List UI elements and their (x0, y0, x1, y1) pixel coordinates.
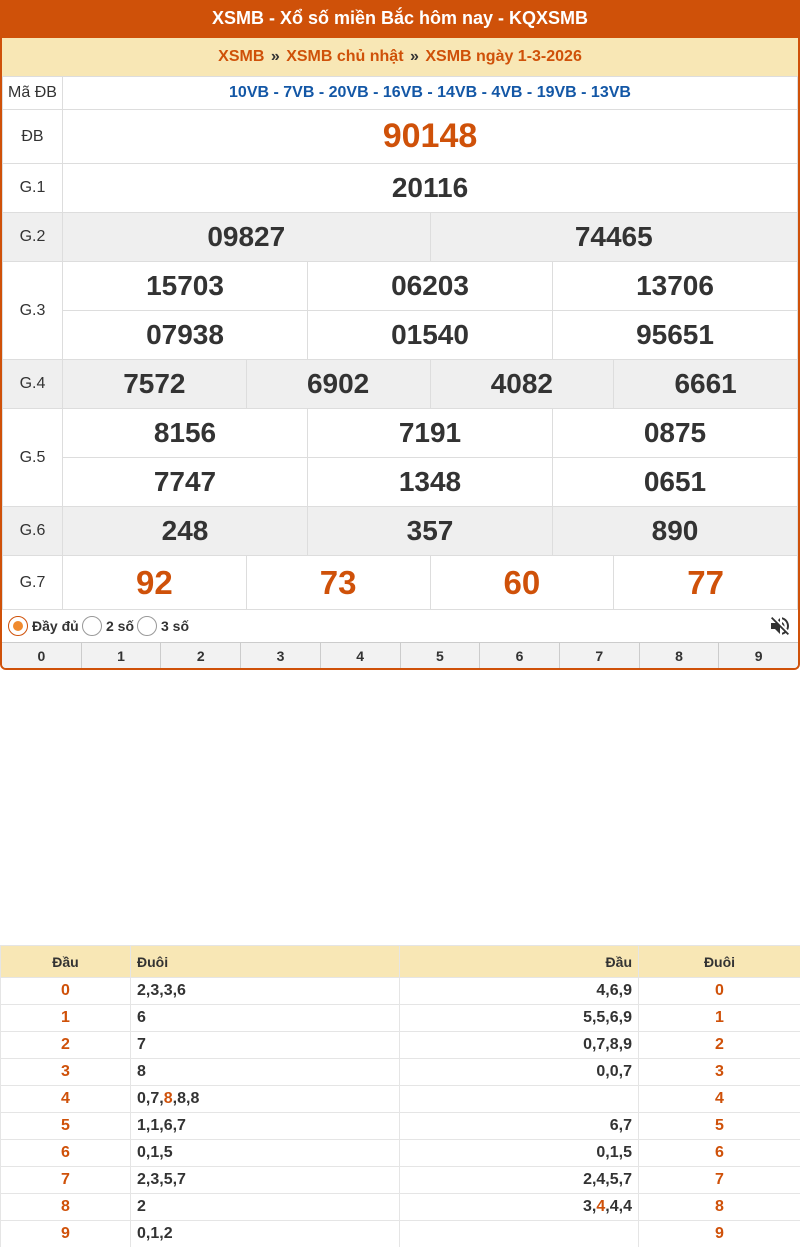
radio-label: 2 số (106, 618, 135, 634)
prize-label: G.6 (3, 507, 63, 556)
loto-head-list (400, 1221, 639, 1247)
table-row (1, 1221, 800, 1247)
prize-number: 1348 (308, 458, 553, 507)
digit-filter[interactable]: 6 (479, 643, 559, 668)
breadcrumb (2, 38, 798, 76)
row-g3 (3, 262, 798, 311)
loto-tail-list: 2,3,5,7 (131, 1167, 400, 1194)
special-prize-number: 90148 (63, 110, 798, 164)
digit-filter[interactable]: 4 (320, 643, 400, 668)
loto-head-list: 3,4,4,4 (400, 1194, 639, 1221)
prize-number: 15703 (63, 262, 308, 311)
table-row (1, 1194, 800, 1221)
prize-label: G.7 (3, 556, 63, 610)
loto-head-digit: 0 (1, 978, 131, 1005)
loto-tail-digit: 4 (639, 1086, 800, 1113)
digit-filter[interactable]: 8 (639, 643, 719, 668)
loto-head-list: 0,7,8,9 (400, 1032, 639, 1059)
prize-number: 74465 (430, 213, 798, 262)
prize-label: G.1 (3, 164, 63, 213)
radio-button[interactable] (137, 616, 157, 636)
radio-button[interactable] (82, 616, 102, 636)
radio-2-digits[interactable] (82, 616, 134, 636)
radio-3-digits[interactable] (137, 616, 189, 636)
page-title: XSMB - Xổ số miền Bắc hôm nay - KQXSMB (0, 0, 800, 38)
radio-button-checked[interactable] (8, 616, 28, 636)
loto-tail-digit: 5 (639, 1113, 800, 1140)
loto-tail-digit: 6 (639, 1140, 800, 1167)
loto-tail-digit: 8 (639, 1194, 800, 1221)
prize-number: 06203 (308, 262, 553, 311)
table-row (1, 1113, 800, 1140)
column-header: Đuôi (131, 946, 400, 978)
prize-number: 248 (63, 507, 308, 556)
radio-label: 3 số (161, 618, 190, 634)
digit-filter[interactable]: 5 (400, 643, 480, 668)
loto-head-tail-table (0, 945, 800, 1247)
table-row (1, 1086, 800, 1113)
prize-number: 09827 (63, 213, 431, 262)
loto-header-row (1, 946, 800, 978)
loto-head-list: 6,7 (400, 1113, 639, 1140)
loto-head-digit: 9 (1, 1221, 131, 1247)
table-row (1, 1059, 800, 1086)
radio-label: Đầy đủ (32, 618, 79, 634)
breadcrumb-separator: » (270, 48, 280, 65)
breadcrumb-link-date[interactable]: XSMB ngày 1-3-2026 (425, 48, 582, 65)
loto-tail-list: 1,1,6,7 (131, 1113, 400, 1140)
special-highlight: 8 (163, 1090, 173, 1107)
loto-head-digit: 4 (1, 1086, 131, 1113)
prize-label: G.3 (3, 262, 63, 360)
loto-tail-digit: 7 (639, 1167, 800, 1194)
prize-number: 60 (430, 556, 614, 610)
digit-filter[interactable]: 7 (559, 643, 639, 668)
prize-number: 357 (308, 507, 553, 556)
loto-tail-list: 0,1,2 (131, 1221, 400, 1247)
loto-head-digit: 8 (1, 1194, 131, 1221)
prize-number: 13706 (553, 262, 798, 311)
loto-head-digit: 6 (1, 1140, 131, 1167)
loto-tail-digit: 0 (639, 978, 800, 1005)
loto-head-digit: 3 (1, 1059, 131, 1086)
row-ma-db (3, 77, 798, 110)
digit-filter[interactable]: 0 (37, 648, 46, 664)
loto-head-list (400, 1086, 639, 1113)
row-g6 (3, 507, 798, 556)
loto-head-digit: 1 (1, 1005, 131, 1032)
display-options (2, 610, 798, 642)
prize-number: 7747 (63, 458, 308, 507)
table-row (1, 1167, 800, 1194)
row-g1 (3, 164, 798, 213)
prize-number: 0651 (553, 458, 798, 507)
loto-tail-list: 2 (131, 1194, 400, 1221)
loto-tail-digit: 9 (639, 1221, 800, 1247)
prize-number: 7191 (308, 409, 553, 458)
digit-filter[interactable]: 9 (718, 643, 798, 668)
prize-number: 92 (63, 556, 247, 610)
prize-number: 95651 (553, 311, 798, 360)
prize-number: 8156 (63, 409, 308, 458)
result-table (2, 76, 798, 610)
digit-filter[interactable]: 2 (160, 643, 240, 668)
loto-tail-list: 0,7,8,8,8 (131, 1086, 400, 1113)
row-g5 (3, 409, 798, 458)
prize-number: 0875 (553, 409, 798, 458)
ma-db-value: 10VB - 7VB - 20VB - 16VB - 14VB - 4VB - 19VB - 13VB (63, 77, 798, 110)
loto-tail-digit: 1 (639, 1005, 800, 1032)
prize-number: 07938 (63, 311, 308, 360)
prize-number: 73 (246, 556, 430, 610)
breadcrumb-link-xsmb[interactable]: XSMB (218, 48, 265, 65)
loto-head-digit: 5 (1, 1113, 131, 1140)
digit-filter-row (2, 642, 798, 668)
loto-tail-list: 2,3,3,6 (131, 978, 400, 1005)
row-g7 (3, 556, 798, 610)
prize-number: 7572 (63, 360, 247, 409)
prize-number: 77 (614, 556, 798, 610)
loto-head-digit: 7 (1, 1167, 131, 1194)
prize-number: 890 (553, 507, 798, 556)
prize-number: 01540 (308, 311, 553, 360)
radio-full[interactable] (8, 616, 79, 636)
loto-tail-list: 7 (131, 1032, 400, 1059)
column-header: Đầu (1, 946, 131, 978)
row-db (3, 110, 798, 164)
prize-label: ĐB (3, 110, 63, 164)
row-g2 (3, 213, 798, 262)
table-row (1, 1032, 800, 1059)
breadcrumb-separator: » (409, 48, 419, 65)
prize-number: 6661 (614, 360, 798, 409)
table-row (1, 1005, 800, 1032)
loto-tail-list: 8 (131, 1059, 400, 1086)
special-highlight: 4 (596, 1198, 606, 1215)
row-g5b (3, 458, 798, 507)
prize-label: G.2 (3, 213, 63, 262)
prize-label: G.4 (3, 360, 63, 409)
loto-tail-digit: 3 (639, 1059, 800, 1086)
column-header: Đuôi (639, 946, 800, 978)
loto-head-list: 5,5,6,9 (400, 1005, 639, 1032)
digit-filter[interactable]: 1 (81, 643, 161, 668)
loto-tail-list: 0,1,5 (131, 1140, 400, 1167)
table-row (1, 1140, 800, 1167)
loto-head-list: 4,6,9 (400, 978, 639, 1005)
row-g3b (3, 311, 798, 360)
loto-head-digit: 2 (1, 1032, 131, 1059)
digit-filter[interactable]: 3 (240, 643, 320, 668)
prize-label: G.5 (3, 409, 63, 507)
row-g4 (3, 360, 798, 409)
prize-number: 6902 (246, 360, 430, 409)
volume-off-icon[interactable] (768, 614, 792, 638)
table-row (1, 978, 800, 1005)
prize-number: 20116 (63, 164, 798, 213)
prize-number: 4082 (430, 360, 614, 409)
column-header: Đầu (400, 946, 639, 978)
loto-tail-list: 6 (131, 1005, 400, 1032)
loto-head-list: 0,0,7 (400, 1059, 639, 1086)
breadcrumb-link-weekday[interactable]: XSMB chủ nhật (286, 48, 404, 65)
loto-tail-digit: 2 (639, 1032, 800, 1059)
prize-label: Mã ĐB (3, 77, 63, 110)
loto-head-list: 0,1,5 (400, 1140, 639, 1167)
loto-head-list: 2,4,5,7 (400, 1167, 639, 1194)
